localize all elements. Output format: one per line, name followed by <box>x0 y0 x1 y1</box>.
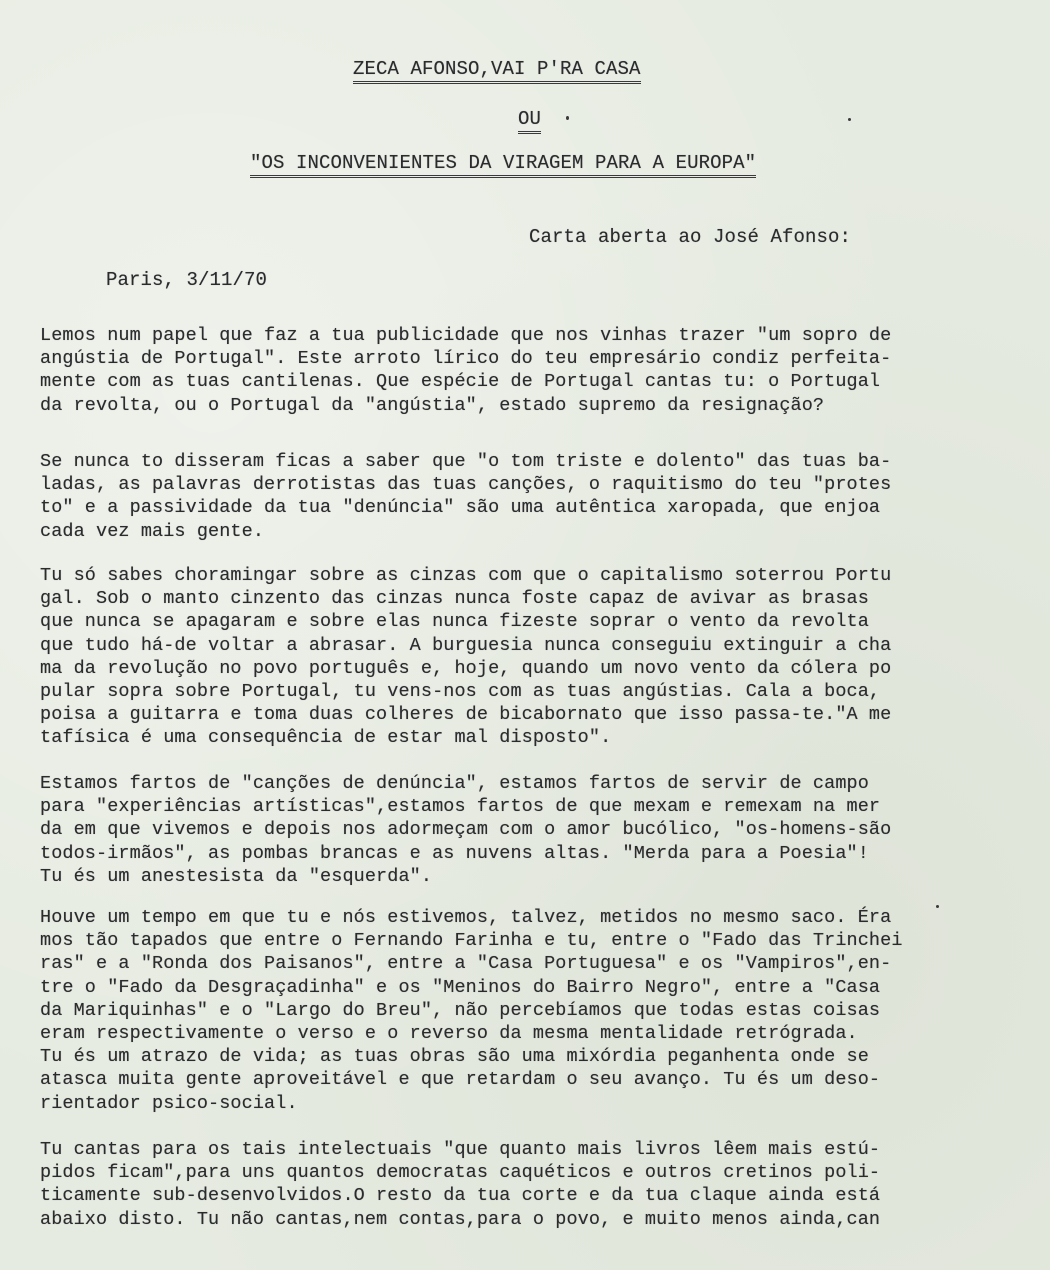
paragraph-line: que nunca se apagaram e sobre elas nunca fizeste soprar o vento da revolta <box>40 611 869 633</box>
paragraph-line: to" e a passividade da tua "denúncia" são uma autêntica xaropada, que enjoa <box>40 497 881 519</box>
place-and-date: Paris, 3/11/70 <box>106 269 268 291</box>
paragraph-line: tre o "Fado da Desgraçadinha" e os "Meninos do Bairro Negro", entre a "Casa <box>40 976 881 998</box>
paragraph-line: Estamos fartos de "canções de denúncia", estamos fartos de servir de campo <box>40 773 869 794</box>
paragraph-line: todos-irmãos", as pombas brancas e as nuvens altas. "Merda para a Poesia"! <box>40 842 869 864</box>
title-line-3-text: "OS INCONVENIENTES DA VIRAGEM PARA A EUROPA" <box>250 152 756 178</box>
title-line-2-text: OU <box>518 108 541 134</box>
paragraph-2 <box>40 450 1015 543</box>
paragraph-line: pular sopra sobre Portugal, tu vens-nos com as tuas angústias. Cala a boca, <box>40 680 881 702</box>
paragraph-line: rientador psico-social. <box>40 1092 298 1114</box>
paragraph-line: para "experiências artísticas",estamos fartos de que mexam e remexam na mer <box>40 796 881 818</box>
paragraph-line: Houve um tempo em que tu e nós estivemos, talvez, metidos no mesmo saco. Éra <box>40 907 892 928</box>
paragraph-3 <box>40 564 1015 750</box>
title-line-2 <box>518 108 541 130</box>
paragraph-line: Tu és um anestesista da "esquerda". <box>40 865 433 887</box>
paragraph-line: ras" e a "Ronda dos Paisanos", entre a "Casa Portuguesa" e os "Vampiros",en- <box>40 953 892 975</box>
title-line-1 <box>353 58 641 80</box>
paragraph-line: eram respectivamente o verso e o reverso da mesma mentalidade retrógrada. <box>40 1022 858 1044</box>
paragraph-line: poisa a guitarra e toma duas colheres de bicabornato que isso passa-te."A me <box>40 704 892 726</box>
paragraph-line: da Mariquinhas" e o "Largo do Breu", não percebíamos que todas estas coisas <box>40 999 881 1021</box>
paragraph-line: da em que vivemos e depois nos adormeçam com o amor bucólico, "os-homens-são <box>40 819 892 841</box>
paragraph-line: mos tão tapados que entre o Fernando Farinha e tu, entre o "Fado das Trinchei <box>40 930 903 952</box>
paragraph-line: Se nunca to disseram ficas a saber que "o tom triste e dolento" das tuas ba- <box>40 451 892 472</box>
paragraph-5 <box>40 906 1015 1115</box>
dedication-line: Carta aberta ao José Afonso: <box>529 226 852 248</box>
paragraph-line: Tu só sabes choramingar sobre as cinzas com que o capitalismo soterrou Portu <box>40 565 892 586</box>
paragraph-line: abaixo disto. Tu não cantas,nem contas,para o povo, e muito menos ainda,can <box>40 1208 881 1230</box>
paragraph-4 <box>40 772 1015 888</box>
paragraph-line: ticamente sub-desenvolvidos.O resto da tua corte e da tua claque ainda está <box>40 1185 881 1207</box>
paragraph-6 <box>40 1138 1015 1231</box>
ink-speck <box>848 118 851 121</box>
paragraph-line: Tu és um atrazo de vida; as tuas obras são uma mixórdia peganhenta onde se <box>40 1046 869 1068</box>
paragraph-line: da revolta, ou o Portugal da "angústia", estado supremo da resignação? <box>40 394 825 416</box>
paragraph-line: cada vez mais gente. <box>40 520 265 542</box>
paragraph-line: ma da revolução no povo português e, hoje, quando um novo vento da cólera po <box>40 657 892 679</box>
ink-speck <box>566 116 569 120</box>
paragraph-line: tafísica é uma consequência de estar mal disposto". <box>40 727 612 749</box>
paragraph-line: mente com as tuas cantilenas. Que espécie de Portugal cantas tu: o Portugal <box>40 371 881 393</box>
paragraph-line: gal. Sob o manto cinzento das cinzas nunca foste capaz de avivar as brasas <box>40 588 869 610</box>
paragraph-line: ladas, as palavras derrotistas das tuas canções, o raquitismo do teu "protes <box>40 474 892 496</box>
title-line-1-text: ZECA AFONSO,VAI P'RA CASA <box>353 58 641 84</box>
paragraph-line: pidos ficam",para uns quantos democratas caquéticos e outros cretinos poli- <box>40 1162 881 1184</box>
title-line-3 <box>250 152 756 174</box>
ink-speck <box>936 905 939 908</box>
paragraph-line: Lemos num papel que faz a tua publicidade que nos vinhas trazer "um sopro de <box>40 325 892 346</box>
paragraph-line: que tudo há-de voltar a abrasar. A burguesia nunca conseguiu extinguir a cha <box>40 634 892 656</box>
paragraph-1 <box>40 324 1015 417</box>
paragraph-line: Tu cantas para os tais intelectuais "que quanto mais livros lêem mais estú- <box>40 1139 881 1160</box>
paragraph-line: angústia de Portugal". Este arroto lírico do teu empresário condiz perfeita- <box>40 348 892 370</box>
paragraph-line: atasca muita gente aproveitável e que retardam o seu avanço. Tu és um deso- <box>40 1069 881 1091</box>
